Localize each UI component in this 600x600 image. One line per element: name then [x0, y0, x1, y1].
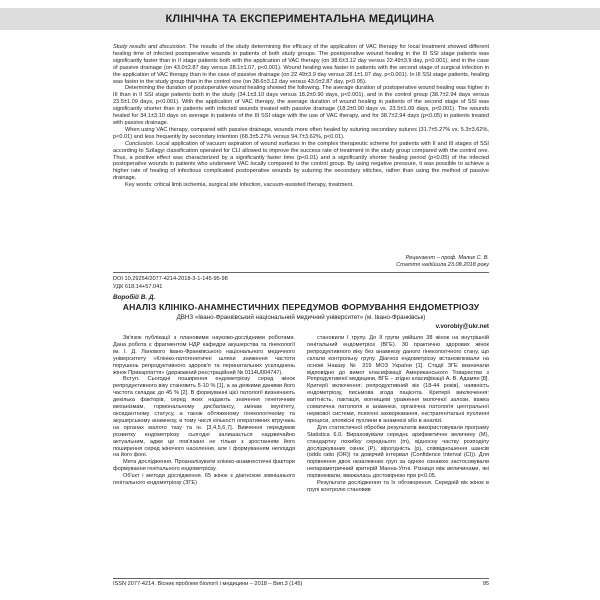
results-text: The results of the study determining the efficacy of the application of VAC therapy for local treatment showed different healing time of infected postoperative wounds in patients of both study groups. The postoperative wound healing in the III SSI stage patients was significantly faster than in II stage patients both with the application of VAC therapy (on 38.6±3.12 day versus 22.49±3.9 day, p<0.001), and in the case of passive drainage (on 43.0±2.87 day versus 28.1±1.07, p<0.001). Wound healing was faster in patients with the second stage of surgical infection in the application of VAC therapy than in the case of passive drainage (on 22.49±3.9 day versus 28.1±1.07 day, p<0.001). In III SSI stage patients, healing was faster in the study group than in the control one (on 38.6±3.12 day versus 43.0±2.87 day, p<0.05).: [113, 44, 489, 85]
statistics-paragraph: Для статистичної обробки результатів використовували програму Statistica 6.0. Вираховували середнє арифметичне величину (M), стандартну похибку середнього (m), відносну частку розподілу досліджуваних ознак (P), вірогідність (p), співвідношення шансів (odds ratio (OR)) та довірчий інтервал (Confidence Interval (CI)). Для порівняння двох незалежних груп за одною ознакою застосовували непараметричний критерій Манна-Уітні. Різниця між величинами, які порівнювали, вважалась достовірною при p<0.05.: [307, 424, 489, 480]
section-title: КЛІНІЧНА ТА ЕКСПЕРИМЕНТАЛЬНА МЕДИЦИНА: [165, 13, 435, 25]
left-column: [113, 335, 295, 487]
page-header: [0, 0, 600, 40]
conclusion-label: Conclusion.: [125, 140, 155, 147]
methods-paragraph: Об'єкт і методи дослідження. 65 жінок з діагнозом зовнішнього генітального ендометріозу (ЗГЕ): [113, 473, 295, 487]
funding-paragraph: Зв'язок публікації з плановими науково-дослідними роботами. Дана робота є фрагментом НДР кафедри акушерства та гінекології ім. І. Д. Ланового Івано-Франківського національного медичного університету «Клініко-патогенетичні шляхи зниження частоти порушень репродуктивного здоров'я та перинатальних ускладнень жінок Прикарпаття» (державний реєстраційний № 0114U004747).: [113, 335, 295, 376]
intro-paragraph: Вступ. Сьогодні поширення ендометріозу серед жінок репродуктивного віку становить 5-10 % [1], а за деякими даними його частота складає до 45 % [2]. В формуванні цієї патології визначають декілька факторів, серед яких надають значення генетичним механізмам, гормональному дисбалансу, змінам імунітету, оксидантному статусу, а також обтяженому гінекологічному та акушерському анамнезу, в тому числі кількості оперативних втручань на органах малого тазу та ін. [3,4,5,6,7]. Вивчення передумов розвитку ендометріозу сьогодні залишається надзвичайно актуальним, адже це пов'язано не тільки з зростанням його поширення серед жіночого населення, але і формуванням непліддя на його фоні.: [113, 376, 295, 459]
received-date: Стаття надійшла 23.08.2018 року: [396, 262, 489, 268]
right-column: [307, 335, 489, 494]
footer-rule: [113, 578, 489, 579]
previous-article-end: [113, 44, 489, 189]
udc: УДК 618.14+57.041: [113, 284, 163, 290]
article-divider: [113, 272, 489, 273]
article-title: АНАЛІЗ КЛІНІКО-АНАМНЕСТИЧНИХ ПЕРЕДУМОВ ФОРМУВАННЯ ЕНДОМЕТРІОЗУ: [122, 302, 480, 312]
affiliation: ДВНЗ «Івано-Франківський національний медичний університет» (м. Івано-Франківськ): [176, 314, 426, 321]
reviewer: Рецензент – проф. Малик С. В.: [405, 255, 489, 261]
results-start-paragraph: Результати дослідження та їх обговорення. Середній вік жінок в групі контролю становив: [307, 480, 489, 493]
sutures-paragraph: When using VAC therapy, compared with passive drainage, wounds more often healed by suturing secondary sutures (31.7±5.27% vs. 5.3±3.62%, p<0.01) and less frequently by secondary intention (68.3±5.27% versus 94.7±3.62%, p<0.01).: [113, 126, 489, 140]
journal-footer: ISSN 2077-4214. Вісник проблем біології і медицини – 2018 – Вип.3 (145): [113, 581, 303, 587]
results-label: Study results and discussion.: [113, 44, 188, 50]
author-email[interactable]: v.vorobiy@ukr.net: [435, 323, 489, 330]
keywords: Key words: critical limb ischemia, surgical site infection, vacuum-assisted therapy, treatment.: [125, 182, 354, 189]
doi: DOI 10.29254/2077-4214-2018-3-1-145-95-98: [113, 276, 228, 282]
groups-paragraph: становили І групу. До ІІ групи увійшло 38 жінок на внутрішній генітальний ендометріоз (ВГЕ). 30 практично здорових жінок репродуктивного віку без анамнезу даного гінекологічного стану, що склали контрольну групу. Діагноз ендометріозу встановлювали на основі Наказу № 319 МОЗ України [1]. Стадії ЗГЕ визначали відповідно до вимог класифікації Американського Товариства з Репродуктивної медицини, ВГЕ – згідно класифікації А. В. Адамян [8]. Критерії включення: репродуктивний вік (18-44 років), наявність ендометріозу, письмова згода пацієнта. Критерії виключення: вагітність, лактація, вогнищеві ураження молочної залози, важка соматична патологія в анамнезі, органічна патологія центральної нервової системи, психічні захворювання, екстрагенітальні пухлинні процеси, злоякісні пухлини в анамнезі або в аналізі.: [307, 335, 489, 424]
duration-paragraph: Determining the duration of postoperative wound healing showed the following. The average duration of postoperative wound healing was higher in III than in II SSI stage patients both in the study (34.1±3.10 days versus 18.2±0.90 days, p<0.001), and in the control group (38.7±2.94 days versus 23.5±1.09 days, p<0.001). With the application of VAC therapy, the average duration of wound healing in patients of the second stage of SSI was significantly shorter than in patients with infected wounds treated with passive drainage (18.2±0.90 days vs. 23.5±1.09 days, p<0.001). The wounds healed for 34.1±3.10 days on average in patients of the III SSI stage with the use of VAC therapy, and for 38.7±2.94 days (p<0.05) in patients treated with passive drainage.: [113, 85, 489, 126]
author: Воробій В. Д.: [113, 294, 156, 301]
conclusion-text: Local application of vacuum aspiration of wound surfaces in the complex therapeutic scheme for patients with II and III stages of SSI according to Szilagyi classification operated for CLI allowed to improve the success rate of treatment in the study group compared with the control one. Thus, a positive effect was characterized by a significantly faster time (p<0.01) and a significantly shorter healing period (p<0.05) of the infected postoperative wounds in patients who underwent VAC locally compared to the control group. By using negative pressure, it was possible to achieve a higher rate of healing of infectious complicated postoperative wounds by suturing the secondary stitches, rather than using the method of passive drainage.: [113, 140, 489, 182]
aim-paragraph: Мета дослідження. Проаналізувати клініко-анамнестичні фактори формування генітального ендометріозу.: [113, 459, 295, 473]
page-number: 95: [482, 581, 489, 587]
